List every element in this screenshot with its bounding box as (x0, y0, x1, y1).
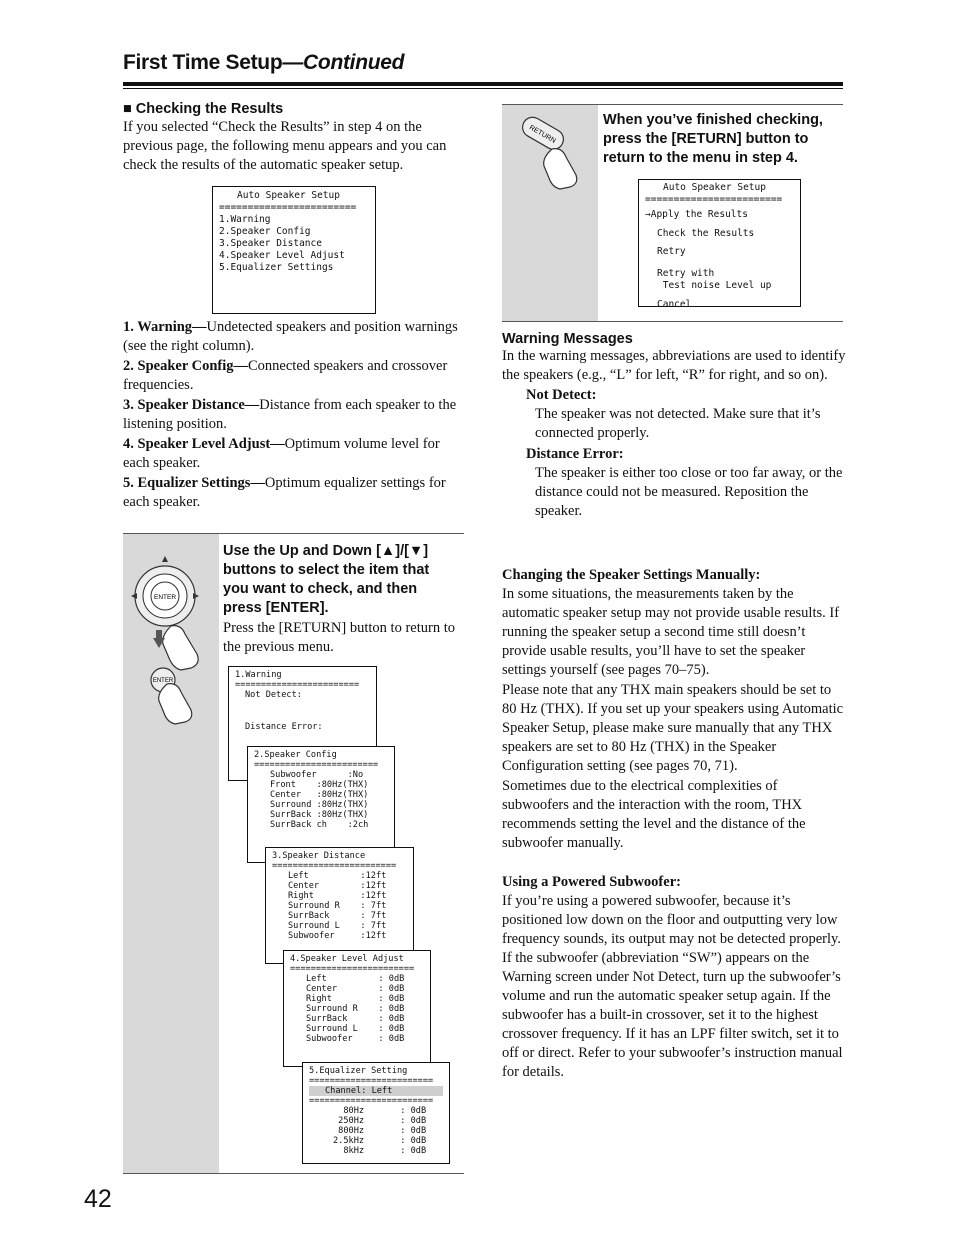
def-term: 3. Speaker Distance— (123, 397, 260, 413)
distance-row: Center :12ft (288, 881, 387, 891)
warning-title: 1.Warning (235, 670, 282, 680)
menu-item-1: 1.Warning (219, 214, 271, 225)
page-header (123, 50, 843, 86)
eq-separator: ======================== (309, 1076, 434, 1086)
page-number: 42 (84, 1185, 112, 1213)
menu-item-2: 2.Speaker Config (219, 226, 311, 237)
auto-setup-menu-screen (212, 186, 376, 314)
level-row: SurrBack : 0dB (306, 1014, 405, 1024)
level-row: Surround R : 0dB (306, 1004, 405, 1014)
distance-title: 3.Speaker Distance (272, 851, 366, 861)
manual-p3: Sometimes due to the electrical complexities of subwoofers and the interaction with the room, THX recommends setting the level and the distance of the subwoofer manually. (502, 778, 806, 851)
level-row: Left : 0dB (306, 974, 405, 984)
return-menu-item-apply: →Apply the Results (645, 209, 748, 220)
return-menu-item-retry: Retry (657, 246, 686, 257)
def-text: Optimum equalizer settings for each speaker. (123, 475, 446, 510)
return-menu-separator: ======================== (645, 194, 783, 205)
config-row: Surround :80Hz(THX) (270, 800, 369, 810)
eq-title: 5.Equalizer Setting (309, 1066, 408, 1076)
eq-row: 8kHz : 0dB (333, 1146, 427, 1156)
def-term: 5. Equalizer Settings— (123, 475, 265, 491)
return-menu-item-retry-with: Retry with (657, 267, 715, 279)
warning-messages-intro: In the warning messages, abbreviations are used to identify the speakers (e.g., “L” for left, “R” for right, and so on). (502, 348, 846, 383)
warning-separator: ======================== (235, 680, 360, 690)
distance-row: Surround L : 7ft (288, 921, 387, 931)
svg-text:ENTER: ENTER (152, 678, 174, 684)
eq-row: 80Hz : 0dB (333, 1106, 427, 1116)
checking-heading: ■ Checking the Results (123, 101, 284, 117)
eq-row: 250Hz : 0dB (333, 1116, 427, 1126)
checking-section (123, 101, 468, 175)
config-row: SurrBack ch :2ch (270, 820, 369, 830)
step-return-box (502, 104, 843, 322)
return-menu-item-cancel: Cancel (657, 298, 692, 310)
config-row: Front :80Hz(THX) (270, 780, 369, 790)
menu-item-5: 5.Equalizer Settings (219, 262, 334, 273)
level-title: 4.Speaker Level Adjust (290, 954, 404, 964)
def-term: 2. Speaker Config— (123, 358, 249, 374)
def-text: Optimum volume level for each speaker. (123, 436, 440, 471)
manual-p1: In some situations, the measurements taken by the automatic speaker setup may not provide usable results. If running the speaker setup a second time still doesn’t provide usable results, you’ll have to set the speaker settings yourself (see pages 70–75). (502, 586, 840, 678)
config-title: 2.Speaker Config (254, 750, 337, 760)
def-text: Undetected speakers and position warnings (see the right column). (123, 319, 458, 354)
return-menu-item-check: Check the Results (657, 227, 755, 239)
step-return-illustration (502, 105, 598, 321)
return-button-icon (502, 105, 598, 215)
return-label: RETURN (527, 124, 557, 145)
eq-row: 800Hz : 0dB (333, 1126, 427, 1136)
eq-separator: ======================== (309, 1096, 434, 1106)
distance-row: SurrBack : 7ft (288, 911, 387, 921)
warning-not-detect: Not Detect: (245, 690, 302, 700)
distance-row: Right :12ft (288, 891, 387, 901)
equalizer-screen (302, 1062, 450, 1164)
auto-setup-return-screen (638, 179, 801, 310)
def-term: 1. Warning— (123, 319, 207, 335)
menu-definitions (123, 318, 468, 513)
distance-error-text: The speaker is either too close or too far away, or the distance could not be measured. Reposition the speaker. (535, 465, 843, 519)
def-text: Connected speakers and crossover frequencies. (123, 358, 448, 393)
warning-distance-error: Distance Error: (245, 722, 323, 732)
manual-p2: Please note that any THX main speakers should be set to 80 Hz (THX). If you set up your speakers using Automatic Speaker Setup, please make sure manually that any THX speakers are set to 80 Hz (THX) in the Speaker Configuration setting (see pages 70, 71). (502, 682, 844, 774)
config-row: Subwoofer :No (270, 770, 364, 780)
step-illustration-panel (123, 534, 219, 1173)
step-select-instruction: Use the Up and Down [▲]/[▼] buttons to select the item that you want to check, and then press [ENTER]. (223, 543, 430, 616)
header-rule (123, 88, 843, 89)
enter-label: ENTER (153, 594, 177, 601)
menu-separator: ======================== (219, 202, 357, 213)
menu-item-3: 3.Speaker Distance (219, 238, 322, 249)
subwoofer-section (502, 873, 846, 1082)
eq-row: 2.5kHz : 0dB (333, 1136, 427, 1146)
remote-dial-icon (123, 534, 219, 734)
menu-item-4: 4.Speaker Level Adjust (219, 250, 345, 261)
speaker-config-screen (247, 746, 395, 863)
header-title: First Time Setup (123, 51, 283, 74)
warning-messages-section (502, 331, 846, 521)
manual-section (502, 566, 846, 853)
warning-messages-heading: Warning Messages (502, 331, 633, 347)
distance-error-term: Distance Error: (526, 446, 624, 462)
level-row: Subwoofer : 0dB (306, 1034, 405, 1044)
level-row: Right : 0dB (306, 994, 405, 1004)
config-row: Center :80Hz(THX) (270, 790, 369, 800)
step-return-instruction: When you’ve finished checking, press the [RETURN] button to return to the menu in step 4. (603, 112, 823, 166)
config-row: SurrBack :80Hz(THX) (270, 810, 369, 820)
distance-row: Left :12ft (288, 871, 387, 881)
distance-row: Subwoofer :12ft (288, 931, 387, 941)
checking-intro: If you selected “Check the Results” in step 4 on the previous page, the following menu appears and you can check the results of the automatic speaker setup. (123, 119, 447, 173)
level-row: Center : 0dB (306, 984, 405, 994)
checking-heading-text: Checking the Results (135, 101, 284, 117)
eq-channel (309, 1086, 443, 1096)
def-text: Distance from each speaker to the listening position. (123, 397, 457, 432)
header-subtitle: —Continued (282, 51, 405, 74)
return-item-apply-text: Apply the Results (650, 209, 748, 220)
return-menu-item-test-noise: Test noise Level up (657, 279, 772, 291)
distance-separator: ======================== (272, 861, 397, 871)
subwoofer-p1: If you’re using a powered subwoofer, because it’s positioned low down on the floor and outputting very low frequency sounds, its output may not be detected properly. If the subwoofer (abbreviation “SW”) appears on the Warning screen under Not Detect, turn up the subwoofer’s volume and run the automatic speaker setup again. If the subwoofer has a built-in crossover, set it to the highest crossover frequency. If it has an LPF filter switch, set it to off or direct. Refer to your subwoofer’s instruction manual for details. (502, 893, 843, 1080)
step-select-note: Press the [RETURN] button to return to the previous menu. (223, 620, 455, 655)
level-row: Surround L : 0dB (306, 1024, 405, 1034)
not-detect-text: The speaker was not detected. Make sure that it’s connected properly. (535, 406, 821, 441)
level-separator: ======================== (290, 964, 415, 974)
def-term: 4. Speaker Level Adjust— (123, 436, 285, 452)
distance-row: Surround R : 7ft (288, 901, 387, 911)
config-separator: ======================== (254, 760, 379, 770)
speaker-level-screen (283, 950, 431, 1067)
not-detect-term: Not Detect: (526, 387, 597, 403)
manual-heading: Changing the Speaker Settings Manually: (502, 567, 761, 583)
menu-title: Auto Speaker Setup (237, 190, 340, 201)
return-menu-title: Auto Speaker Setup (663, 182, 766, 193)
subwoofer-heading: Using a Powered Subwoofer: (502, 874, 681, 890)
eq-channel-text: Channel: Left (325, 1086, 393, 1096)
speaker-distance-screen (265, 847, 414, 964)
